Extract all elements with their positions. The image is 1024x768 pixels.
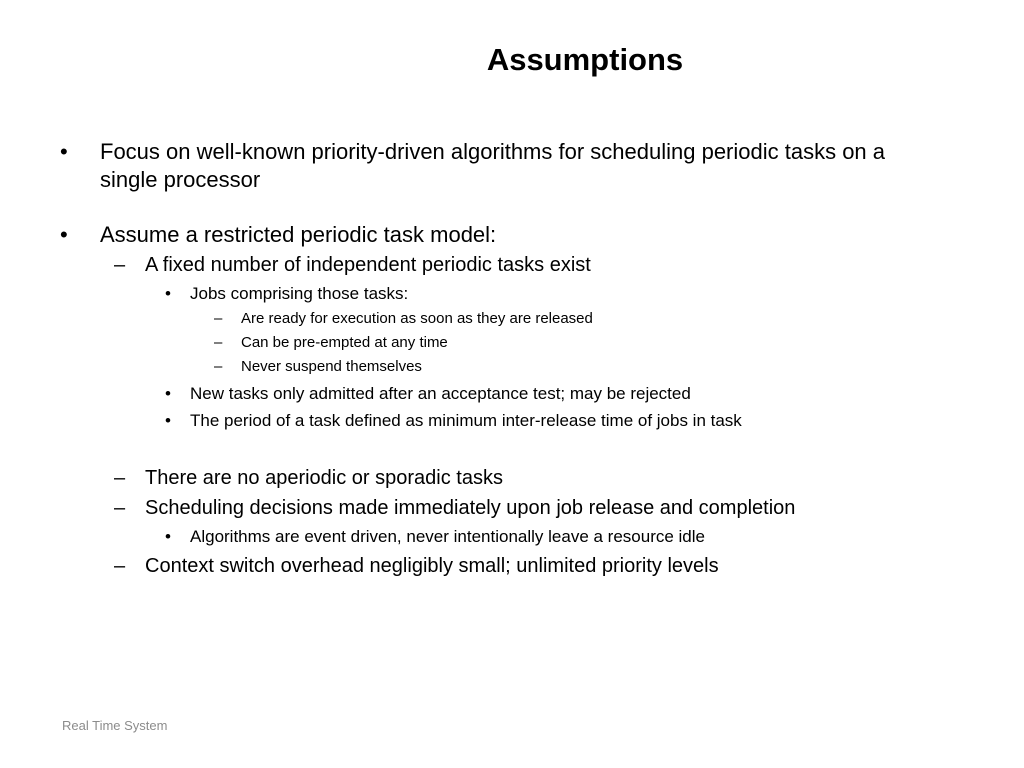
- dash-item: [0, 251, 945, 279]
- dash-text: Never suspend themselves: [241, 358, 422, 375]
- dash-text: Context switch overhead negligibly small; unlimited priority levels: [145, 555, 719, 577]
- bullet-marker: •: [165, 411, 171, 430]
- dash-item: [0, 552, 945, 580]
- dash-marker: –: [114, 555, 126, 577]
- bullet-text: Algorithms are event driven, never intentionally leave a resource idle: [190, 527, 705, 546]
- slide-content: [0, 138, 1024, 580]
- dash-item: [0, 355, 961, 379]
- dash-item: [0, 494, 945, 522]
- dash-item: [0, 307, 961, 331]
- bullet-item: [0, 407, 970, 434]
- bullet-marker: •: [165, 527, 171, 546]
- bullet-text: Assume a restricted periodic task model:: [100, 222, 497, 247]
- bullet-item: [0, 221, 920, 249]
- bullet-marker: •: [165, 284, 171, 303]
- bullet-text: Jobs comprising those tasks:: [190, 284, 409, 303]
- bullet-marker: •: [60, 139, 68, 164]
- bullet-item: [0, 523, 970, 550]
- bullet-text: New tasks only admitted after an acceptance test; may be rejected: [190, 384, 691, 403]
- dash-item: [0, 464, 945, 492]
- dash-marker: –: [214, 334, 223, 351]
- dash-text: Can be pre-empted at any time: [241, 334, 448, 351]
- dash-marker: –: [214, 310, 223, 327]
- dash-marker: –: [114, 467, 126, 489]
- bullet-text: Focus on well-known priority-driven algorithms for scheduling periodic tasks on a single processor: [100, 139, 886, 192]
- dash-marker: –: [214, 358, 223, 375]
- bullet-marker: •: [60, 222, 68, 247]
- dash-marker: –: [114, 254, 126, 276]
- bullet-item: [0, 280, 970, 307]
- dash-marker: –: [114, 497, 126, 519]
- dash-text: A fixed number of independent periodic tasks exist: [145, 254, 591, 276]
- footer-text: Real Time System: [62, 718, 168, 733]
- bullet-item: [0, 380, 970, 407]
- bullet-item: [0, 138, 920, 194]
- bullet-marker: •: [165, 384, 171, 403]
- slide-title: Assumptions: [486, 42, 684, 77]
- bullet-text: The period of a task defined as minimum inter-release time of jobs in task: [190, 411, 742, 430]
- dash-text: Are ready for execution as soon as they are released: [241, 310, 593, 327]
- dash-text: There are no aperiodic or sporadic tasks: [145, 467, 503, 489]
- dash-item: [0, 331, 961, 355]
- dash-text: Scheduling decisions made immediately upon job release and completion: [145, 497, 796, 519]
